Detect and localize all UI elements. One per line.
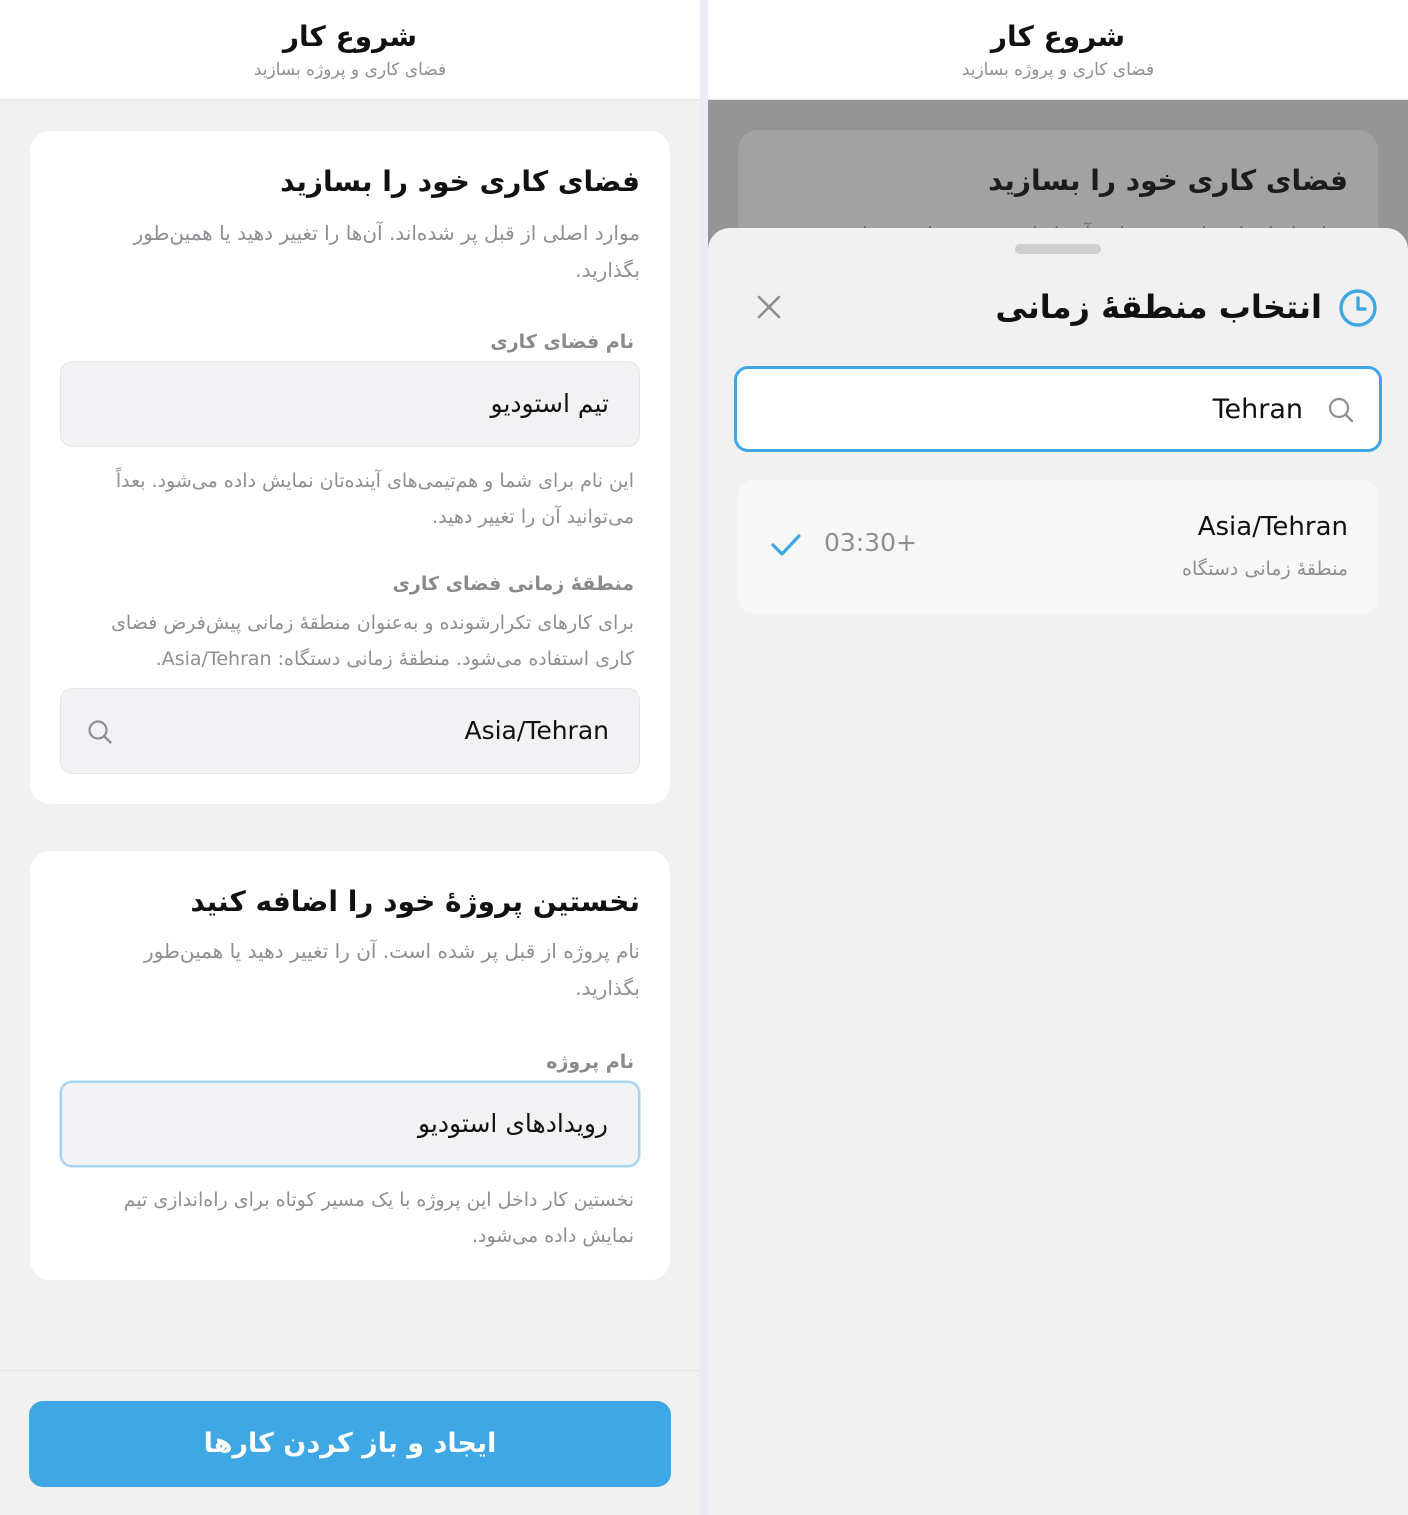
- timezone-label: منطقهٔ زمانی فضای کاری: [392, 573, 634, 595]
- project-name-hint: نخستین کار داخل این پروژه با یک مسیر کوتاه برای راه‌اندازی تیم نمایش داده می‌شود.: [123, 1189, 634, 1247]
- onboarding-screen: [0, 0, 700, 1515]
- timezone-result-name: Asia/Tehran: [1197, 512, 1348, 542]
- workspace-name-hint: این نام برای شما و هم‌تیمی‌های آینده‌تان نمایش داده می‌شود. بعداً می‌توانید آن را تغییر دهید.: [115, 470, 634, 528]
- workspace-card: [30, 131, 670, 804]
- project-card-title: نخستین پروژهٔ خود را اضافه کنید: [190, 885, 640, 918]
- footer-bar: [0, 1370, 700, 1515]
- header-subtitle: فضای کاری و پروژه بسازید: [961, 60, 1155, 80]
- nav-header: [708, 0, 1408, 100]
- workspace-name-value: تیم استودیو: [490, 389, 609, 418]
- timezone-hint: برای کارهای تکرارشونده و به‌عنوان منطقهٔ زمانی پیش‌فرض فضای کاری استفاده می‌شود. منطقهٔ زمانی دستگاه: Asia/Tehran.: [111, 612, 634, 670]
- workspace-name-field[interactable]: [60, 361, 640, 447]
- project-name-value: رویدادهای استودیو: [418, 1109, 608, 1138]
- clock-icon: [1338, 288, 1378, 328]
- header-title: شروع کار: [282, 20, 418, 53]
- checkmark-icon: [770, 532, 802, 558]
- search-icon: [1327, 396, 1355, 424]
- workspace-card-title: فضای کاری خود را بسازید: [988, 164, 1348, 197]
- project-card-description: نام پروژه از قبل پر شده است. آن را تغییر دهید یا همین‌طور بگذارید.: [143, 939, 640, 1000]
- timezone-value: Asia/Tehran: [464, 716, 609, 745]
- timezone-result-offset: +03:30: [824, 528, 917, 557]
- header-subtitle: فضای کاری و پروژه بسازید: [253, 60, 447, 80]
- search-icon: [87, 719, 113, 745]
- close-button[interactable]: [754, 290, 784, 326]
- sheet-title: انتخاب منطقهٔ زمانی: [995, 288, 1322, 326]
- sheet-grabber[interactable]: [1015, 244, 1101, 254]
- timezone-result-row[interactable]: [738, 480, 1378, 614]
- project-name-field[interactable]: [60, 1081, 640, 1167]
- timezone-bottom-sheet: [708, 228, 1408, 1515]
- project-name-label: نام پروژه: [546, 1051, 634, 1073]
- timezone-picker-screen: [708, 0, 1408, 1515]
- workspace-card-description: موارد اصلی از قبل پر شده‌اند. آن‌ها را تغییر دهید یا همین‌طور بگذارید.: [133, 221, 640, 282]
- workspace-card-title: فضای کاری خود را بسازید: [280, 165, 640, 198]
- project-card: [30, 851, 670, 1280]
- timezone-search-field[interactable]: [734, 366, 1382, 452]
- timezone-search-input[interactable]: [803, 369, 1303, 449]
- create-and-open-tasks-button[interactable]: ایجاد و باز کردن کارها: [29, 1401, 671, 1487]
- close-icon: [754, 292, 784, 322]
- timezone-field[interactable]: [60, 688, 640, 774]
- timezone-result-subtitle: منطقهٔ زمانی دستگاه: [1182, 558, 1348, 580]
- header-title: شروع کار: [990, 20, 1126, 53]
- workspace-name-label: نام فضای کاری: [490, 331, 634, 353]
- nav-header: [0, 0, 700, 100]
